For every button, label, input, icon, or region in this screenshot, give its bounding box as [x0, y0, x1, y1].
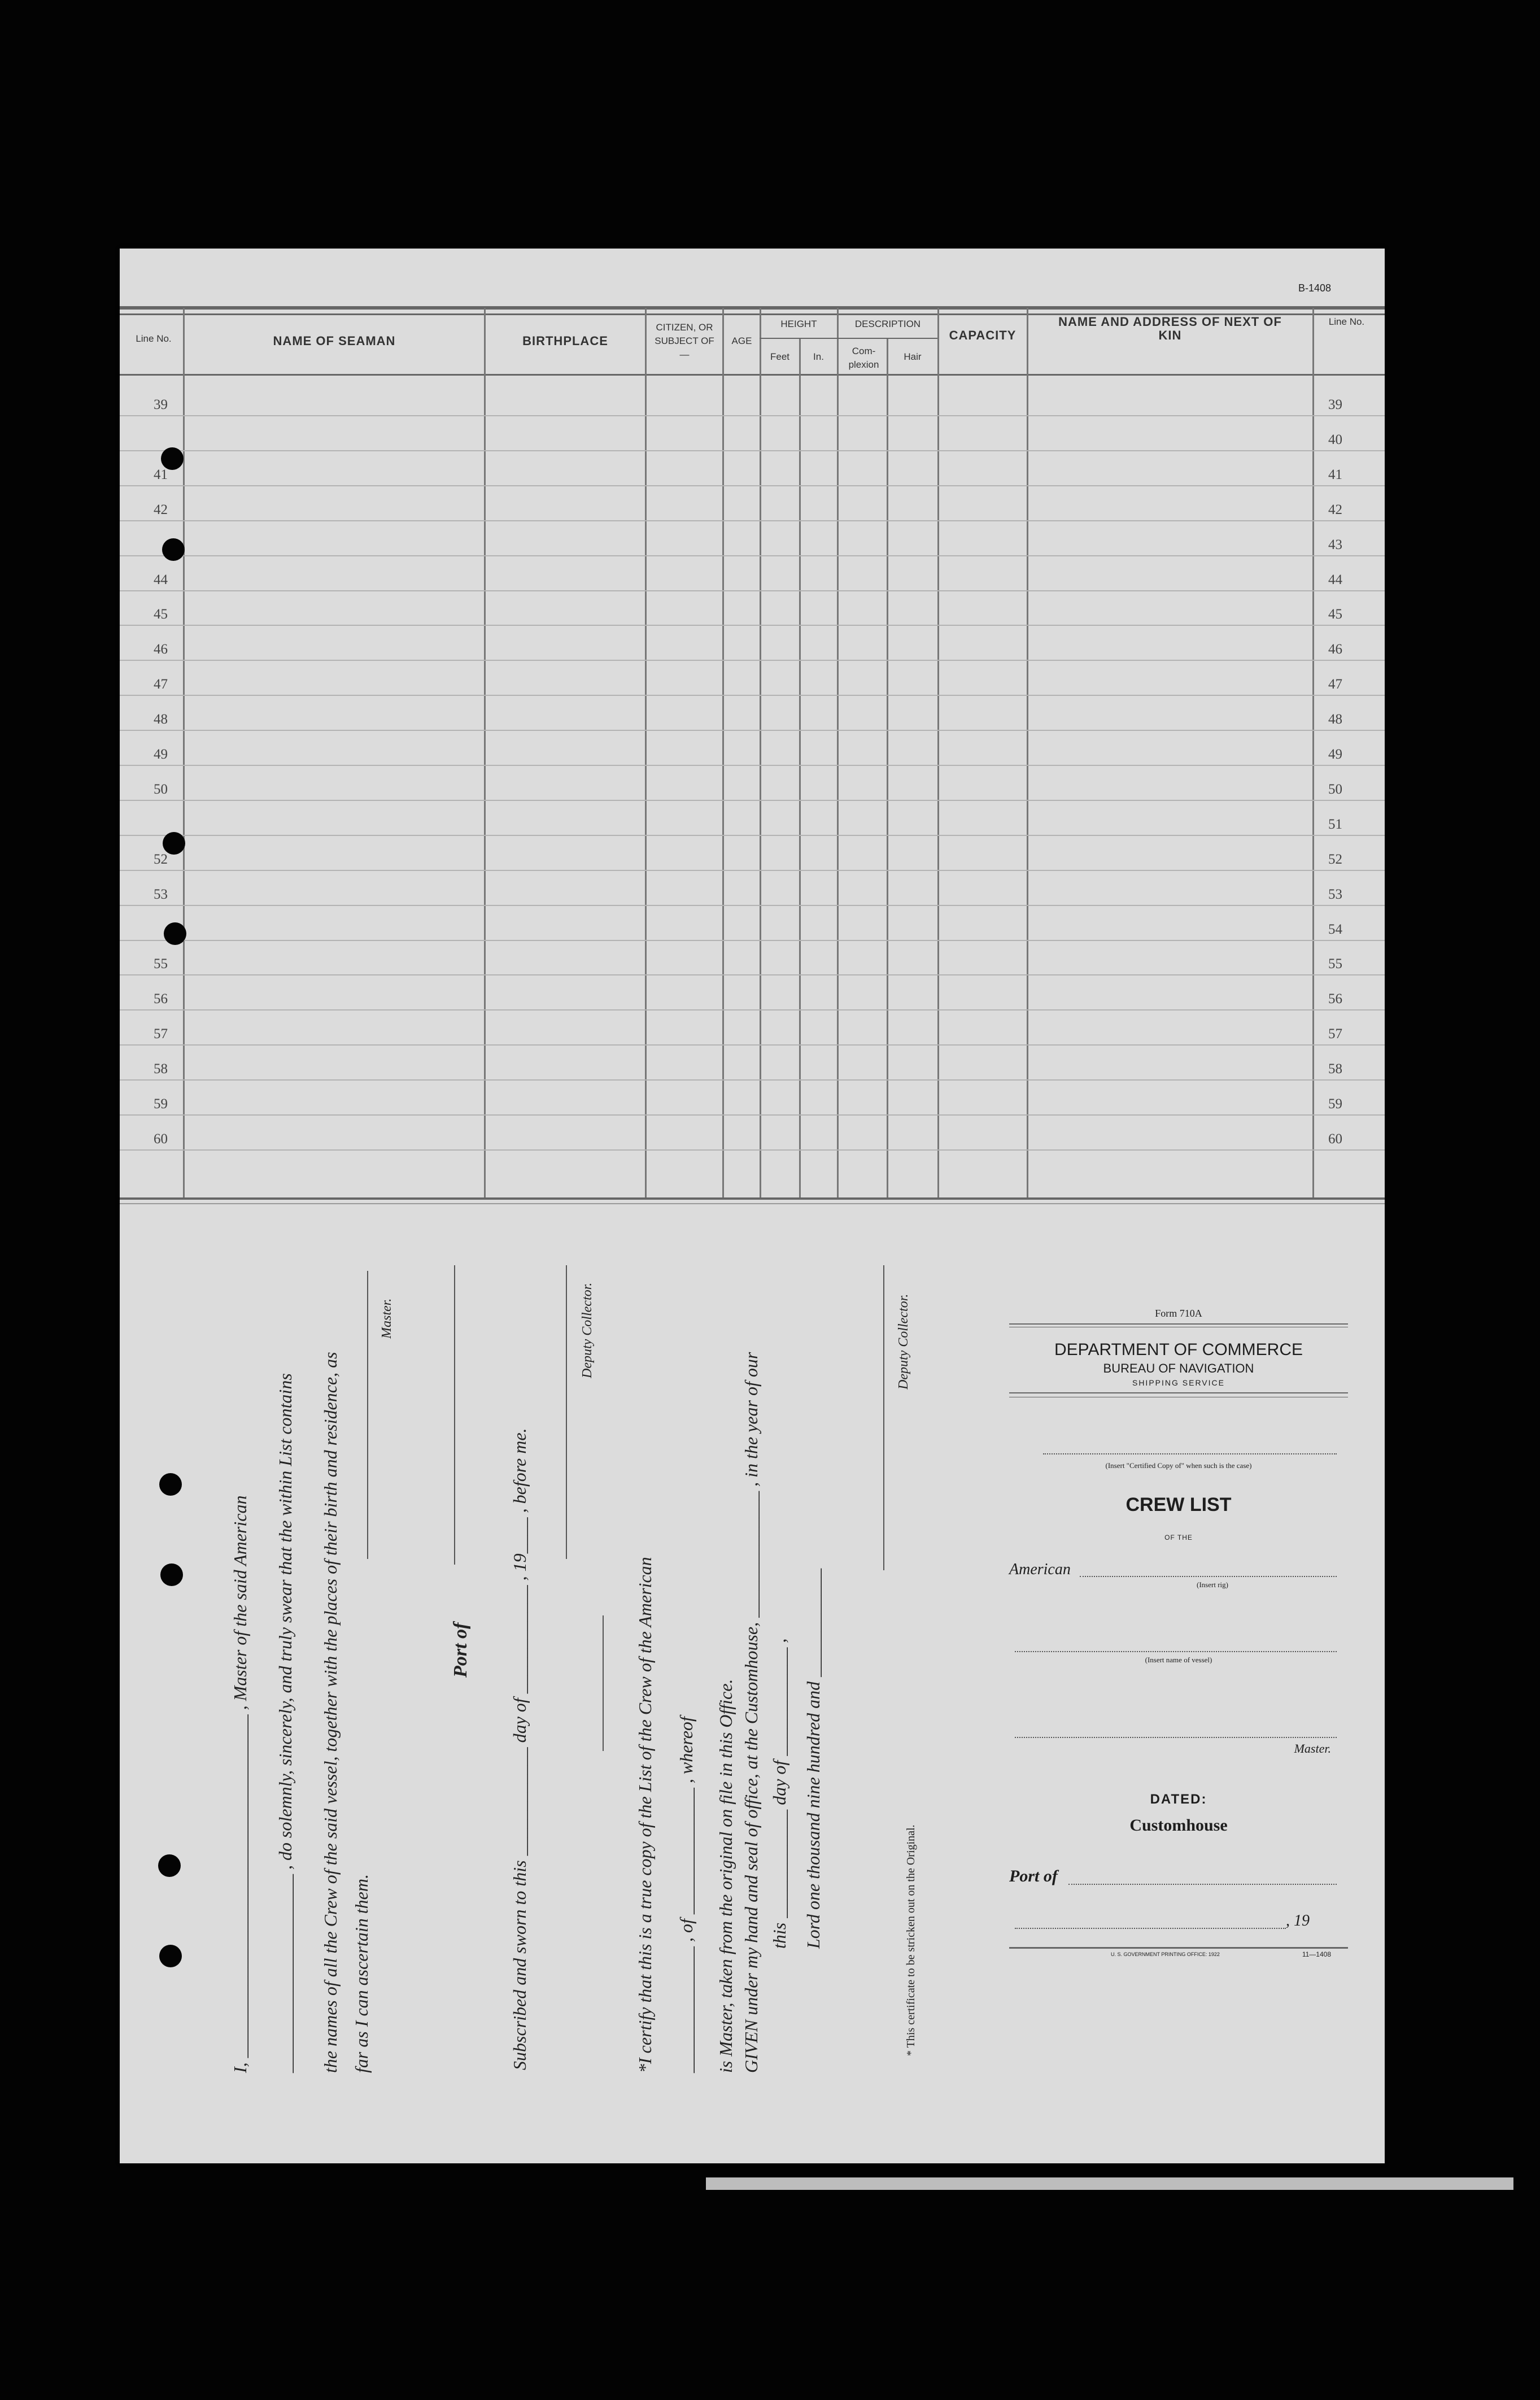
punch-hole — [162, 538, 185, 561]
year-label: , 19 — [1286, 1912, 1310, 1929]
line-number-right: 46 — [1328, 642, 1342, 657]
header-age: AGE — [731, 336, 752, 346]
rig-line — [1080, 1576, 1337, 1577]
line-number-left: 49 — [154, 747, 168, 762]
line-number-right: 51 — [1328, 816, 1342, 832]
table-row — [120, 1009, 1385, 1010]
table-row — [120, 660, 1385, 661]
table-row — [120, 974, 1385, 975]
line-number-right: 60 — [1328, 1131, 1342, 1147]
deputy-collector-label-2: Deputy Collector. — [896, 1293, 911, 1390]
line-number-left: 47 — [154, 677, 168, 692]
header-description: DESCRIPTION — [854, 319, 921, 329]
table-row — [120, 625, 1385, 626]
column-divider — [1312, 308, 1314, 1197]
table-row — [120, 1079, 1385, 1081]
insert-vessel-note: (Insert name of vessel) — [1145, 1656, 1212, 1664]
certified-copy-line — [1043, 1453, 1337, 1454]
vessel-name-line — [1015, 1651, 1337, 1652]
line-number-left: 44 — [154, 572, 168, 587]
header-complexion: Com- plexion — [848, 346, 879, 370]
table-row — [120, 730, 1385, 731]
paper-edge-strip — [706, 2177, 1513, 2190]
punch-hole — [161, 447, 184, 470]
line-number-right: 40 — [1328, 432, 1342, 447]
punch-hole — [164, 922, 186, 945]
table-row — [120, 695, 1385, 696]
american-label: American — [1009, 1561, 1071, 1578]
line-number-right: 55 — [1328, 956, 1342, 972]
master-signature-line — [367, 1271, 368, 1559]
column-divider — [887, 339, 888, 1197]
cover-code: 11—1408 — [1302, 1950, 1331, 1958]
line-number-right: 52 — [1328, 851, 1342, 867]
column-divider — [1027, 308, 1028, 1197]
insert-certified-note: (Insert "Certified Copy of" when such is the case) — [1105, 1461, 1252, 1470]
port-line — [1068, 1884, 1337, 1885]
column-divider — [484, 308, 486, 1197]
table-row — [120, 1149, 1385, 1151]
column-divider — [722, 308, 724, 1197]
oath-line-1: I, ______________________________________ , Master of the said American — [230, 1495, 250, 2073]
line-number-left: 41 — [154, 467, 168, 482]
header-name-of-seaman: NAME OF SEAMAN — [273, 334, 396, 348]
line-number-right: 53 — [1328, 886, 1342, 902]
line-number-left: 48 — [154, 712, 168, 728]
line-number-right: 54 — [1328, 921, 1342, 937]
line-number-left: 55 — [154, 956, 168, 972]
line-number-right: 41 — [1328, 467, 1342, 482]
line-number-right: 59 — [1328, 1096, 1342, 1112]
deputy-signature-line-1 — [566, 1265, 567, 1559]
line-number-right: 47 — [1328, 677, 1342, 692]
separator-line — [603, 1615, 604, 1751]
line-number-left: 60 — [154, 1131, 168, 1147]
table-row — [120, 1114, 1385, 1116]
line-number-left: 53 — [154, 886, 168, 902]
crew-list-form-sheet — [120, 249, 1385, 2163]
line-number-right: 48 — [1328, 712, 1342, 728]
oath-line-2: ______________________ , do solemnly, sincerely, and truly swear that the within List contains — [275, 1373, 295, 2073]
dated-label: DATED: — [1150, 1792, 1207, 1807]
cover-rule — [1009, 1323, 1348, 1325]
line-number-right: 44 — [1328, 572, 1342, 587]
table-row — [120, 765, 1385, 766]
line-number-right: 50 — [1328, 781, 1342, 797]
header-line-no-left: Line No. — [136, 333, 172, 344]
header-next-of-kin: NAME AND ADDRESS OF NEXT OF KIN — [1058, 315, 1282, 342]
of-the-label: OF THE — [1164, 1534, 1193, 1541]
header-feet: Feet — [770, 351, 790, 362]
line-number-left: 45 — [154, 607, 168, 622]
certificate-line-5: this ____________ day of ____________ , — [769, 1638, 789, 1949]
table-bottom-rule — [120, 1197, 1385, 1200]
line-number-left: 42 — [154, 502, 168, 517]
header-height: HEIGHT — [780, 319, 817, 329]
deputy-collector-label-1: Deputy Collector. — [580, 1282, 595, 1378]
oath-master-label: Master. — [379, 1298, 394, 1339]
line-number-left: 57 — [154, 1026, 168, 1042]
table-row — [120, 870, 1385, 871]
line-number-right: 57 — [1328, 1026, 1342, 1042]
table-row — [120, 835, 1385, 836]
line-number-right: 43 — [1328, 537, 1342, 552]
cover-master-label: Master. — [1294, 1741, 1331, 1756]
customhouse-label: Customhouse — [1129, 1816, 1228, 1835]
port-of-label: Port of — [1009, 1867, 1058, 1885]
certificate-footnote: * This certificate to be stricken out on the Original. — [905, 1824, 917, 2056]
header-hair: Hair — [904, 351, 922, 362]
header-citizen: CITIZEN, OR SUBJECT OF— — [655, 322, 714, 360]
punch-hole — [158, 1854, 181, 1877]
table-top-rule — [120, 306, 1385, 310]
line-number-left: 50 — [154, 781, 168, 797]
date-line — [1015, 1928, 1286, 1929]
cover-rule — [1009, 1392, 1348, 1393]
table-row — [120, 905, 1385, 906]
line-number-left: 56 — [154, 991, 168, 1007]
certificate-line-4: GIVEN under my hand and seal of office, at the Customhouse, ______________ , in the year of our — [741, 1352, 761, 2073]
line-number-right: 39 — [1328, 397, 1342, 412]
table-row — [120, 555, 1385, 556]
line-number-right: 49 — [1328, 747, 1342, 762]
certificate-line-2: ______________ , of ______________ , whereof — [676, 1717, 696, 2073]
table-bottom-rule-2 — [120, 1203, 1385, 1204]
line-number-right: 56 — [1328, 991, 1342, 1007]
table-row — [120, 520, 1385, 521]
table-header-bottom-rule — [120, 374, 1385, 376]
line-number-left: 52 — [154, 851, 168, 867]
column-divider — [937, 308, 939, 1197]
column-divider — [837, 308, 839, 1197]
table-row — [120, 1044, 1385, 1046]
service-title: SHIPPING SERVICE — [1132, 1378, 1225, 1387]
line-number-right: 42 — [1328, 502, 1342, 517]
column-divider — [760, 308, 761, 1197]
punch-hole — [159, 1473, 182, 1496]
punch-hole — [163, 832, 185, 855]
certificate-line-3: is Master, taken from the original on file in this Office. — [716, 1679, 736, 2073]
line-number-right: 45 — [1328, 607, 1342, 622]
punch-hole — [160, 1563, 183, 1586]
punch-hole — [159, 1945, 182, 1967]
table-row — [120, 800, 1385, 801]
table-row — [120, 415, 1385, 416]
master-line — [1015, 1737, 1337, 1738]
table-row — [120, 940, 1385, 941]
table-row — [120, 590, 1385, 591]
line-number-left: 46 — [154, 642, 168, 657]
line-number-right: 58 — [1328, 1061, 1342, 1077]
column-divider — [645, 308, 647, 1197]
bureau-title: BUREAU OF NAVIGATION — [1103, 1361, 1254, 1375]
table-row — [120, 485, 1385, 486]
header-birthplace: BIRTHPLACE — [522, 334, 608, 348]
header-line-no-right: Line No. — [1328, 316, 1365, 327]
oath-line-3: the names of all the Crew of the said vessel, together with the places of their birth and residence, as — [320, 1352, 341, 2073]
subheader-rule — [760, 338, 937, 339]
printer-note: U. S. GOVERNMENT PRINTING OFFICE: 1922 — [1111, 1952, 1220, 1957]
line-number-left: 59 — [154, 1096, 168, 1112]
insert-rig-note: (Insert rig) — [1197, 1580, 1228, 1589]
oath-line-4: far as I can ascertain them. — [351, 1874, 372, 2073]
table-row — [120, 450, 1385, 451]
oath-subscribed: Subscribed and sworn to this ____________ day of ____________ , 19____ , before me. — [509, 1428, 530, 2070]
header-inches: In. — [813, 351, 824, 362]
form-number: Form 710A — [1155, 1308, 1202, 1319]
line-number-left: 58 — [154, 1061, 168, 1077]
port-line — [454, 1265, 455, 1565]
line-number-left: 39 — [154, 397, 168, 412]
form-code: B-1408 — [1298, 282, 1331, 294]
oath-port-of: Port of — [450, 1622, 471, 1678]
department-title: DEPARTMENT OF COMMERCE — [1054, 1340, 1303, 1359]
crew-list-title: CREW LIST — [1125, 1494, 1232, 1515]
deputy-signature-line-2 — [883, 1265, 884, 1570]
cover-bottom-rule — [1009, 1947, 1348, 1949]
certificate-line-6: Lord one thousand nine hundred and ____________ — [803, 1568, 823, 1949]
column-divider — [799, 339, 801, 1197]
column-divider — [183, 308, 185, 1197]
certificate-line-1: *I certify that this is a true copy of the List of the Crew of the American — [635, 1557, 655, 2073]
header-capacity: CAPACITY — [949, 328, 1017, 342]
